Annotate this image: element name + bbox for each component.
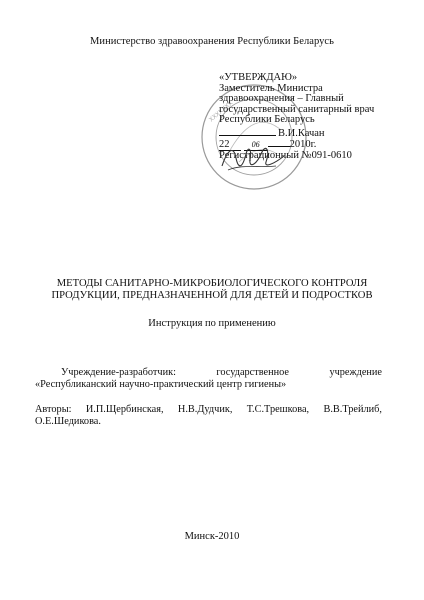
- approval-position-line-3: государственный санитарный врач: [219, 103, 375, 115]
- author-name-last: О.Е.Шедикова.: [35, 416, 101, 427]
- registration-number: Регистрационный №091-0610: [219, 150, 352, 162]
- developer-label: Учреждение-разработчик:: [61, 367, 176, 378]
- developer-word-1: государственное: [216, 367, 289, 378]
- author-name: В.В.Трейлиб,: [323, 404, 382, 415]
- developer-block: [35, 367, 382, 391]
- svg-text:ХХХХХХХ: ХХХХХХХ: [207, 99, 235, 124]
- developer-word-2: учреждение: [329, 367, 382, 378]
- approval-position-line-2: здравоохранения – Главный: [219, 93, 344, 105]
- author-name: И.П.Щербинская,: [85, 404, 164, 415]
- authors-block: [35, 404, 382, 428]
- city-year: Минск-2010: [184, 531, 240, 542]
- developer-line-1: [35, 367, 382, 379]
- approval-position-line-4: Республики Беларусь: [219, 114, 315, 126]
- author-name: Т.С.Трешкова,: [246, 404, 310, 415]
- title-line-2: ПРОДУКЦИИ, ПРЕДНАЗНАЧЕННОЙ ДЛЯ ДЕТЕЙ И ПОДРОСТКОВ: [51, 290, 373, 302]
- approval-block: [219, 73, 409, 162]
- approval-title: «УТВЕРЖДАЮ»: [219, 72, 298, 83]
- date-day: 22: [219, 140, 241, 152]
- signer-name: В.И.Качан: [278, 127, 325, 139]
- authors-line-1: [35, 404, 382, 416]
- authors-label: Авторы:: [35, 404, 72, 415]
- approval-position-line-1: Заместитель Министра: [219, 82, 323, 94]
- title-line-1: МЕТОДЫ САНИТАРНО-МИКРОБИОЛОГИЧЕСКОГО КОНТРОЛЯ: [56, 278, 368, 289]
- developer-name: «Республиканский научно-практический центр гигиены»: [35, 379, 287, 390]
- document-subtitle: Инструкция по применению: [148, 318, 276, 329]
- document-title: [10, 278, 414, 303]
- ministry-header: Министерство здравоохранения Республики Беларусь: [90, 36, 334, 47]
- author-name: Н.В.Дудчик,: [177, 404, 233, 415]
- date-blank: [268, 146, 290, 147]
- date-month: 06: [244, 140, 268, 152]
- signature-blank: [219, 135, 276, 136]
- date-year: 2010г.: [289, 138, 317, 150]
